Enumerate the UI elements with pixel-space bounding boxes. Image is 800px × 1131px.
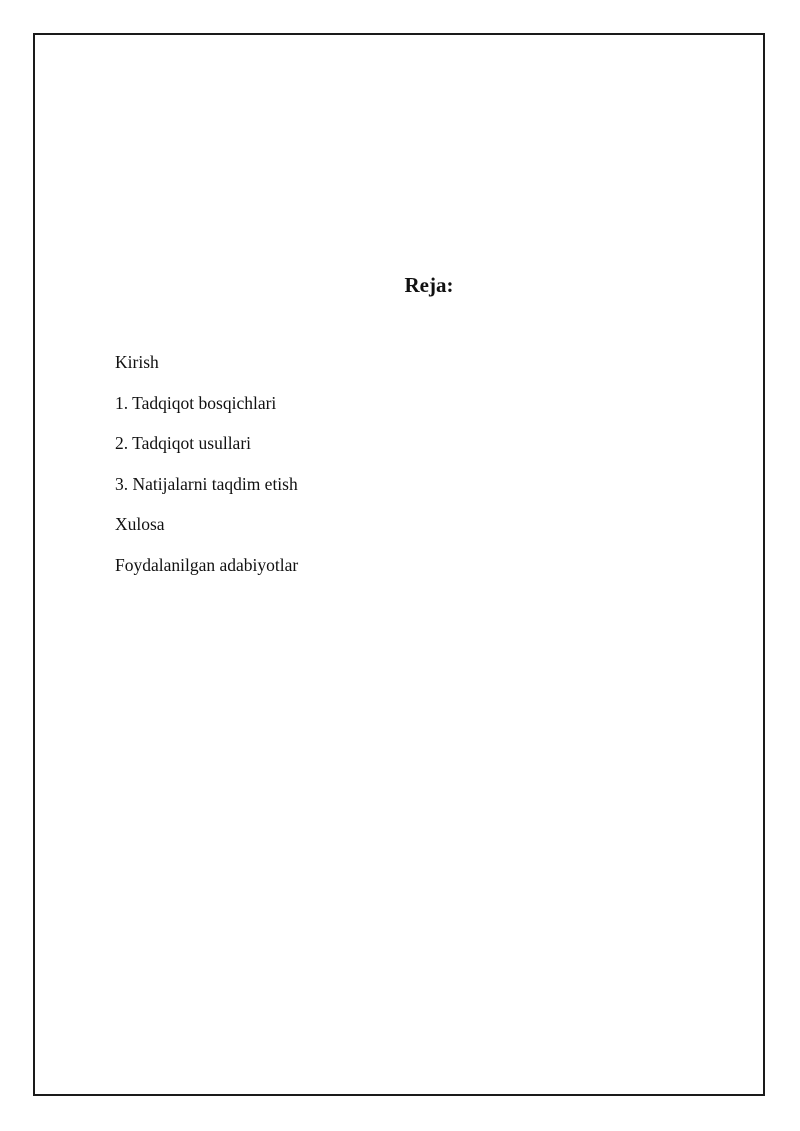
toc-item-research-stages: 1. Tadqiqot bosqichlari [115,392,277,413]
toc-item-research-methods: 2. Tadqiqot usullari [115,433,252,453]
toc-item-presenting-results: 3. Natijalarni taqdim etish [115,473,298,494]
toc-item-introduction: Kirish [115,352,159,372]
plan-title: Reja: [404,273,454,297]
toc-item-references: Foydalanilgan adabiyotlar [115,554,299,575]
toc-item-conclusion: Xulosa [115,514,165,534]
table-of-contents [115,351,298,594]
